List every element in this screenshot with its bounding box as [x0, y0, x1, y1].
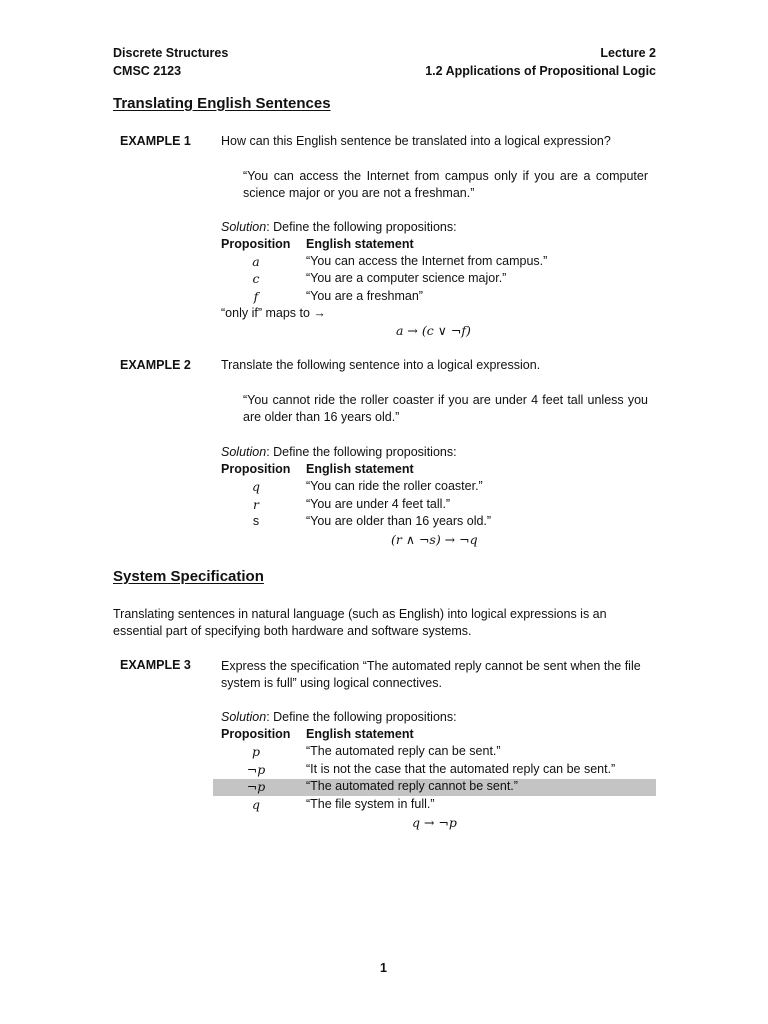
example-2-question: Translate the following sentence into a logical expression. [221, 358, 541, 372]
section-heading-system-specification: System Specification [113, 568, 264, 585]
solution-label: Solution [221, 445, 267, 459]
proposition-symbol: q [251, 479, 260, 494]
proposition-statement: “You can access the Internet from campus.” [306, 254, 548, 268]
example-1-solution [221, 220, 457, 234]
example-3-question: Express the specification “The automated reply cannot be sent when the file system is full” using logical connectives. [221, 659, 641, 690]
proposition-statement: “You are older than 16 years old.” [306, 514, 492, 528]
column-header-proposition: Proposition [221, 727, 291, 741]
proposition-symbol: ¬p [246, 762, 266, 777]
proposition-symbol: p [251, 744, 260, 759]
page-number: 1 [380, 961, 387, 975]
proposition-symbol: s [252, 514, 260, 528]
proposition-statement-highlighted: “The automated reply cannot be sent.” [306, 779, 518, 793]
column-header-statement: English statement [306, 727, 414, 741]
solution-text: : Define the following propositions: [266, 445, 457, 459]
example-1-label: EXAMPLE 1 [120, 134, 191, 148]
solution-text: : Define the following propositions: [266, 710, 457, 724]
proposition-statement: “You are a computer science major.” [306, 271, 507, 285]
section-heading-translating: Translating English Sentences [113, 95, 331, 112]
proposition-symbol: c [252, 271, 260, 286]
column-header-statement: English statement [306, 237, 414, 251]
example-1-quote: “You can access the Internet from campus only if you are a computer science major or you are not a freshman.” [243, 169, 648, 200]
solution-text: : Define the following propositions: [266, 220, 457, 234]
course-code: CMSC 2123 [113, 64, 182, 78]
proposition-symbol: r [253, 497, 259, 512]
example-1-question: How can this English sentence be translated into a logical expression? [221, 134, 611, 148]
system-specification-paragraph: Translating sentences in natural language (such as English) into logical expressions is an essential part of specifying both hardware and software systems. [113, 607, 607, 638]
solution-label: Solution [221, 220, 267, 234]
example-2-label: EXAMPLE 2 [120, 358, 191, 372]
proposition-symbol: a [252, 254, 260, 269]
column-header-statement: English statement [306, 462, 414, 476]
proposition-symbol: f [253, 289, 259, 304]
example-1-formula: a → (c ∨ ¬f) [396, 323, 471, 338]
example-3-label: EXAMPLE 3 [120, 658, 191, 672]
example-2-solution [221, 445, 457, 459]
example-2-formula: (r ∧ ¬s) → ¬q [391, 532, 478, 547]
proposition-statement: “You can ride the roller coaster.” [306, 479, 483, 493]
proposition-statement: “The automated reply can be sent.” [306, 744, 501, 758]
example-3-solution [221, 710, 457, 724]
course-name: Discrete Structures [113, 46, 229, 60]
proposition-statement: “You are under 4 feet tall.” [306, 497, 451, 511]
solution-label: Solution [221, 710, 267, 724]
lecture-topic: 1.2 Applications of Propositional Logic [425, 64, 656, 78]
proposition-symbol: q [251, 797, 260, 812]
only-if-note: “only if” maps to → [221, 306, 326, 320]
example-3-formula: q → ¬p [412, 815, 457, 830]
column-header-proposition: Proposition [221, 462, 291, 476]
proposition-symbol-highlighted: ¬p [246, 779, 266, 794]
lecture-number: Lecture 2 [600, 46, 656, 60]
proposition-statement: “The file system in full.” [306, 797, 435, 811]
column-header-proposition: Proposition [221, 237, 291, 251]
example-2-quote: “You cannot ride the roller coaster if you are under 4 feet tall unless you are older than 16 years old.” [243, 393, 648, 424]
proposition-statement: “It is not the case that the automated reply can be sent.” [306, 762, 616, 776]
proposition-statement: “You are a freshman” [306, 289, 423, 303]
